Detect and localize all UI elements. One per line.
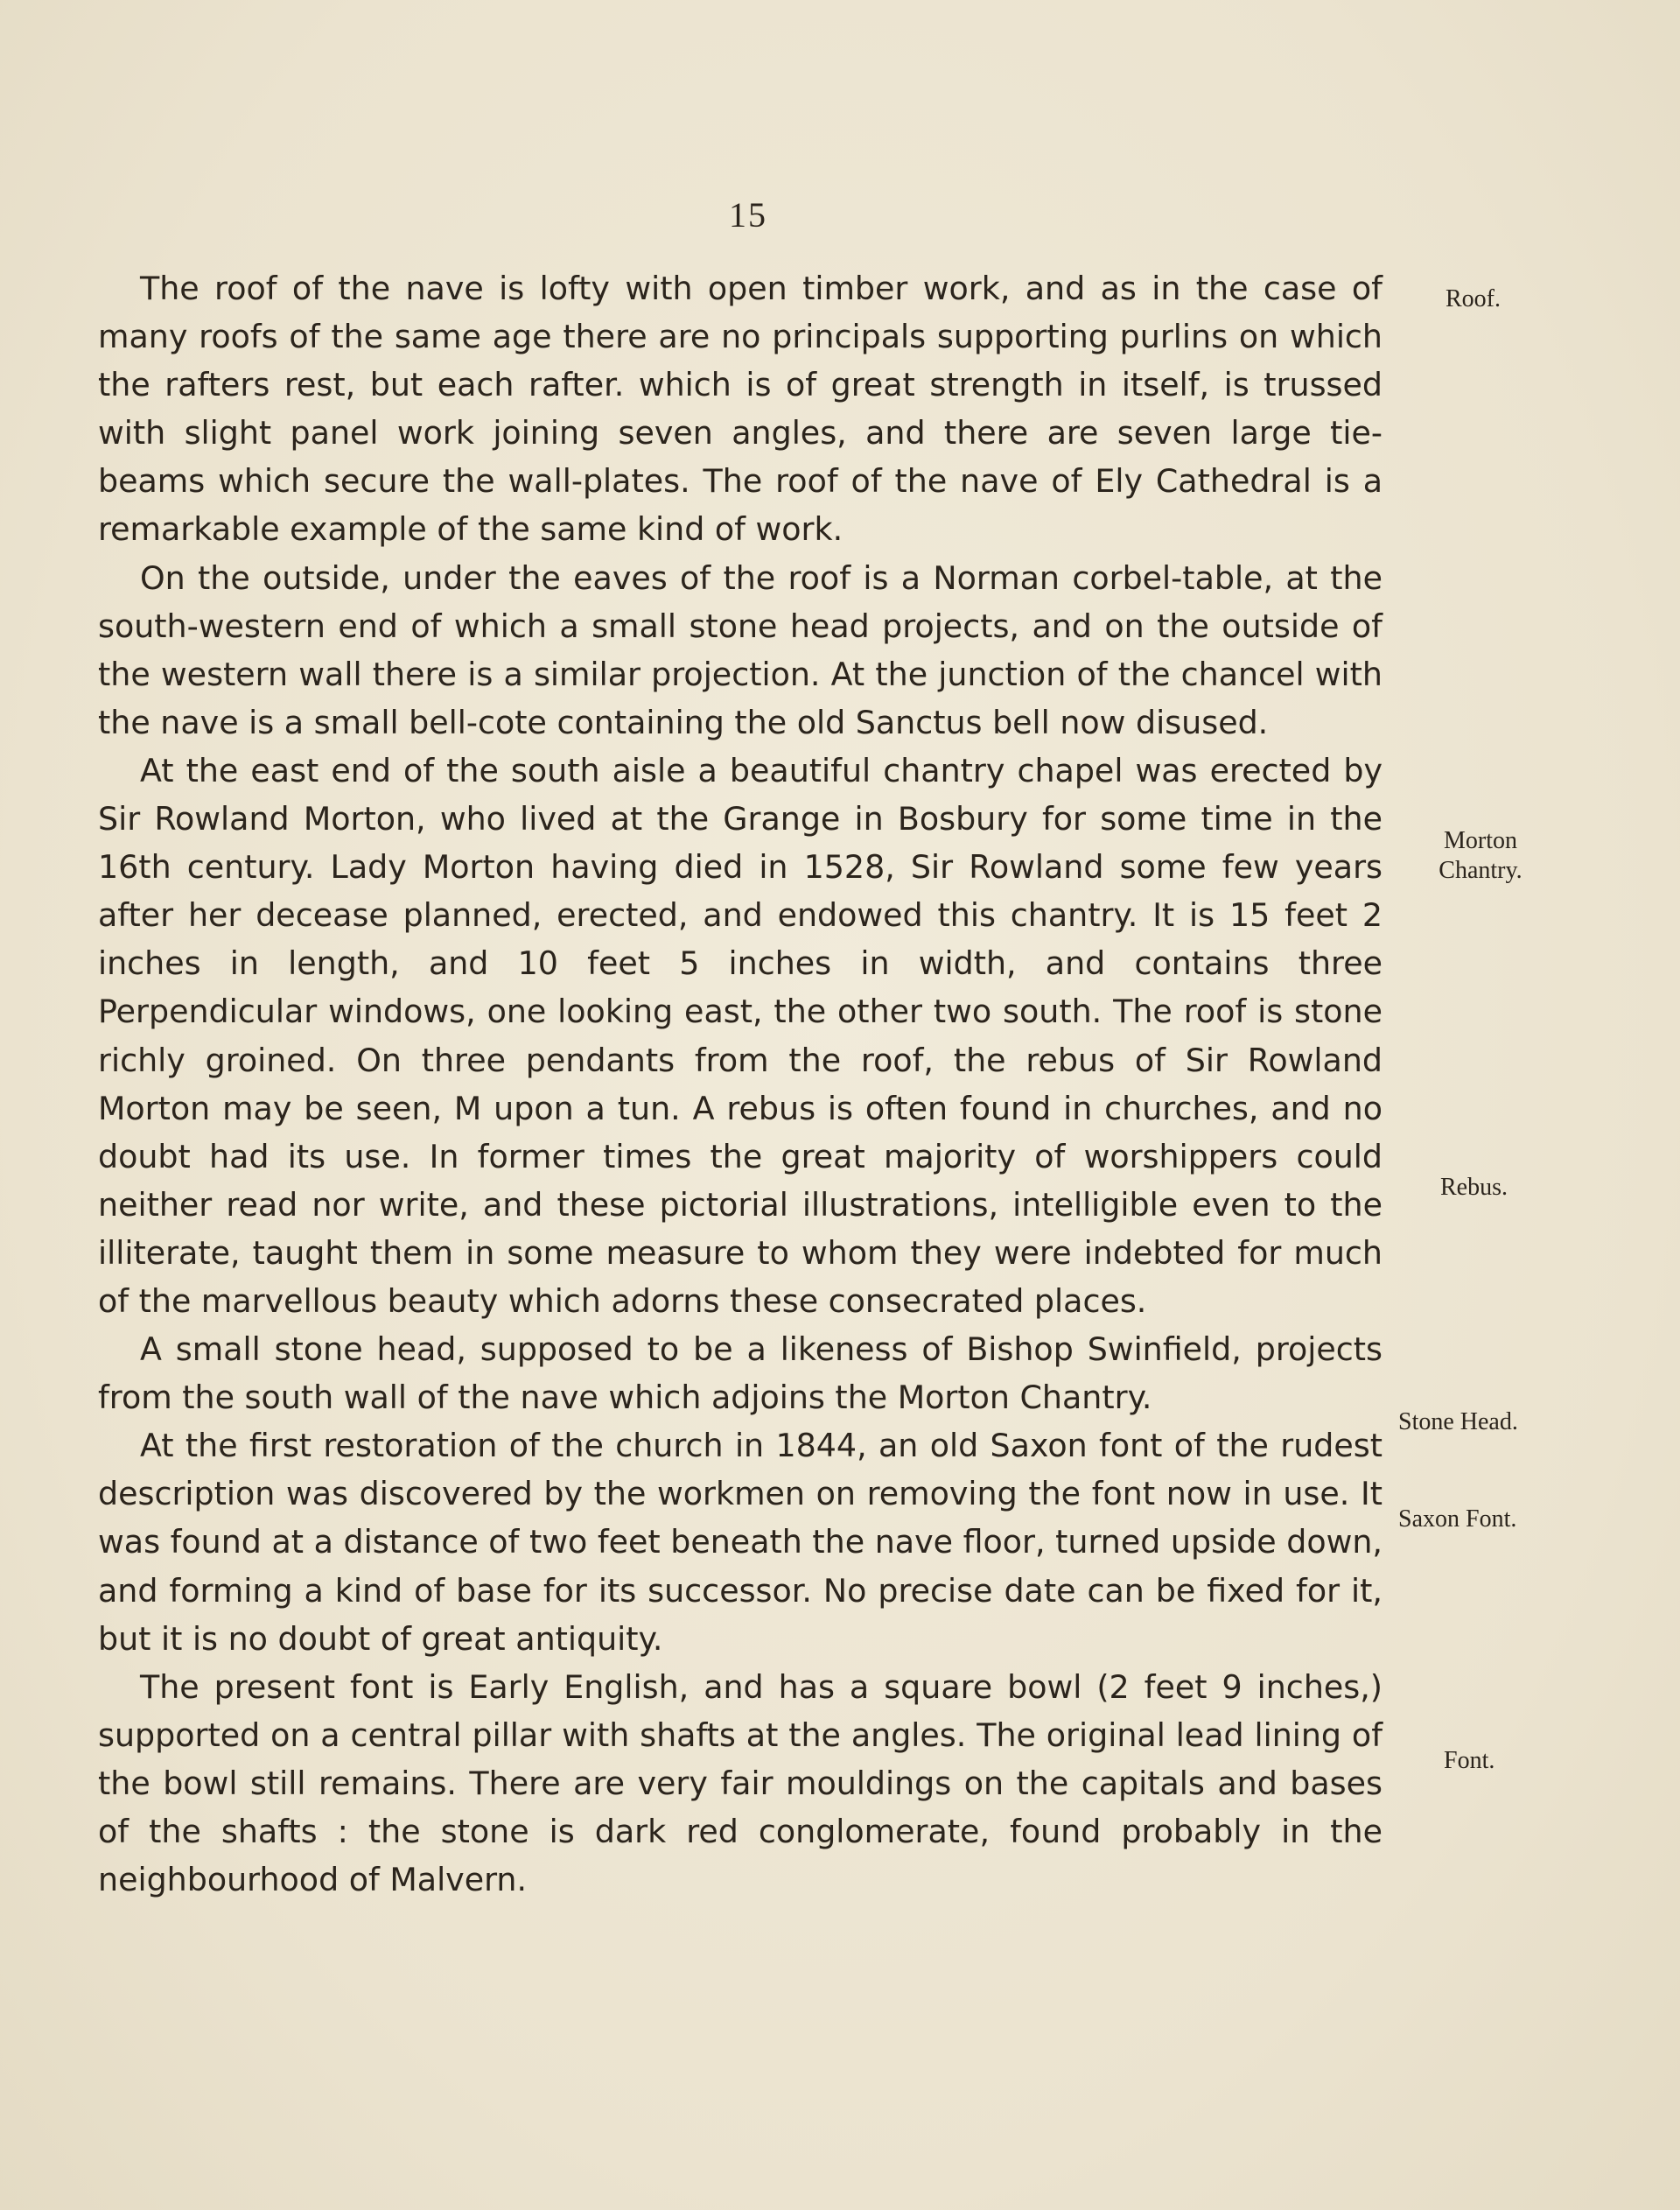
body-text (98, 264, 1382, 1904)
margin-note-rebus: Rebus. (1440, 1174, 1508, 1201)
paragraph-roof: The roof of the nave is lofty with open timber work, and as in the case of many roofs of the same age there are no principals supporting purlins on which the rafters rest, but each rafter. which is of great strength in itself, is trussed with slight panel work joining seven angles, and there are seven large tie-beams which secure the wall-plates. The roof of the nave of Ely Cathedral is a remarkable example of the same kind of work. (98, 270, 1382, 549)
margin-note-stone-head: Stone Head. (1398, 1408, 1518, 1435)
margin-note-morton-line1: Morton (1444, 827, 1517, 854)
paragraph-corbel-table: On the outside, under the eaves of the roof is a Norman corbel-table, at the south-western end of which a small stone head projects, and on the outside of the western wall there is a similar projection. At the junction of the chancel with the nave is a small bell-cote containing the old Sanctus bell now disused. (98, 558, 1382, 741)
paragraph-present-font: The present font is Early English, and has a square bowl (2 feet 9 inches,) supported on a central pillar with shafts at the angles. The original lead lining of the bowl still remains. There are very fair mouldings on the capitals and bases of the shafts : the stone is dark red conglomerate, found probably in the neighbourhood of Malvern. (98, 1667, 1382, 1899)
paragraph-stone-head: A small stone head, supposed to be a likeness of Bishop Swinfield, projects from the south wall of the nave which adjoins the Morton Chantry. (98, 1330, 1382, 1417)
paragraph-morton-chantry: At the east end of the south aisle a beautiful chantry chapel was erected by Sir Rowland Morton, who lived at the Grange in Bosbury for some time in the 16th century. Lady Morton having died in 1528, Sir Rowland some few years after her decease planned, erected, and endowed this chantry. It is 15 feet 2 inches in length, and 10 feet 5 inches in width, and contains three Perpendicular windows, one looking east, the other two south. The roof is stone richly groined. On three pendants from the roof, the rebus of Sir Rowland Morton may be seen, M upon a tun. A rebus is often found in churches, and no doubt had its use. In former times the great majority of worshippers could neither read nor write, and these pictorial illustrations, intelligible even to the illiterate, taught them in some measure to whom they were indebted for much of the marvellous beauty which adorns these consecrated places. (98, 751, 1382, 1320)
paragraph-saxon-font: At the first restoration of the church in 1844, an old Saxon font of the rudest description was discovered by the workmen on removing the font now in use. It was found at a distance of two feet beneath the nave floor, turned upside down, and forming a kind of base for its successor. No precise date can be fixed for it, but it is no doubt of great antiquity. (98, 1427, 1382, 1658)
margin-note-roof: Roof. (1446, 285, 1501, 312)
margin-note-saxon-font: Saxon Font. (1398, 1505, 1517, 1533)
page-number: 15 (729, 195, 767, 235)
margin-note-font: Font. (1444, 1747, 1495, 1774)
margin-note-morton-line2: Chantry. (1438, 857, 1522, 884)
margin-note-morton-chantry (1426, 826, 1535, 886)
